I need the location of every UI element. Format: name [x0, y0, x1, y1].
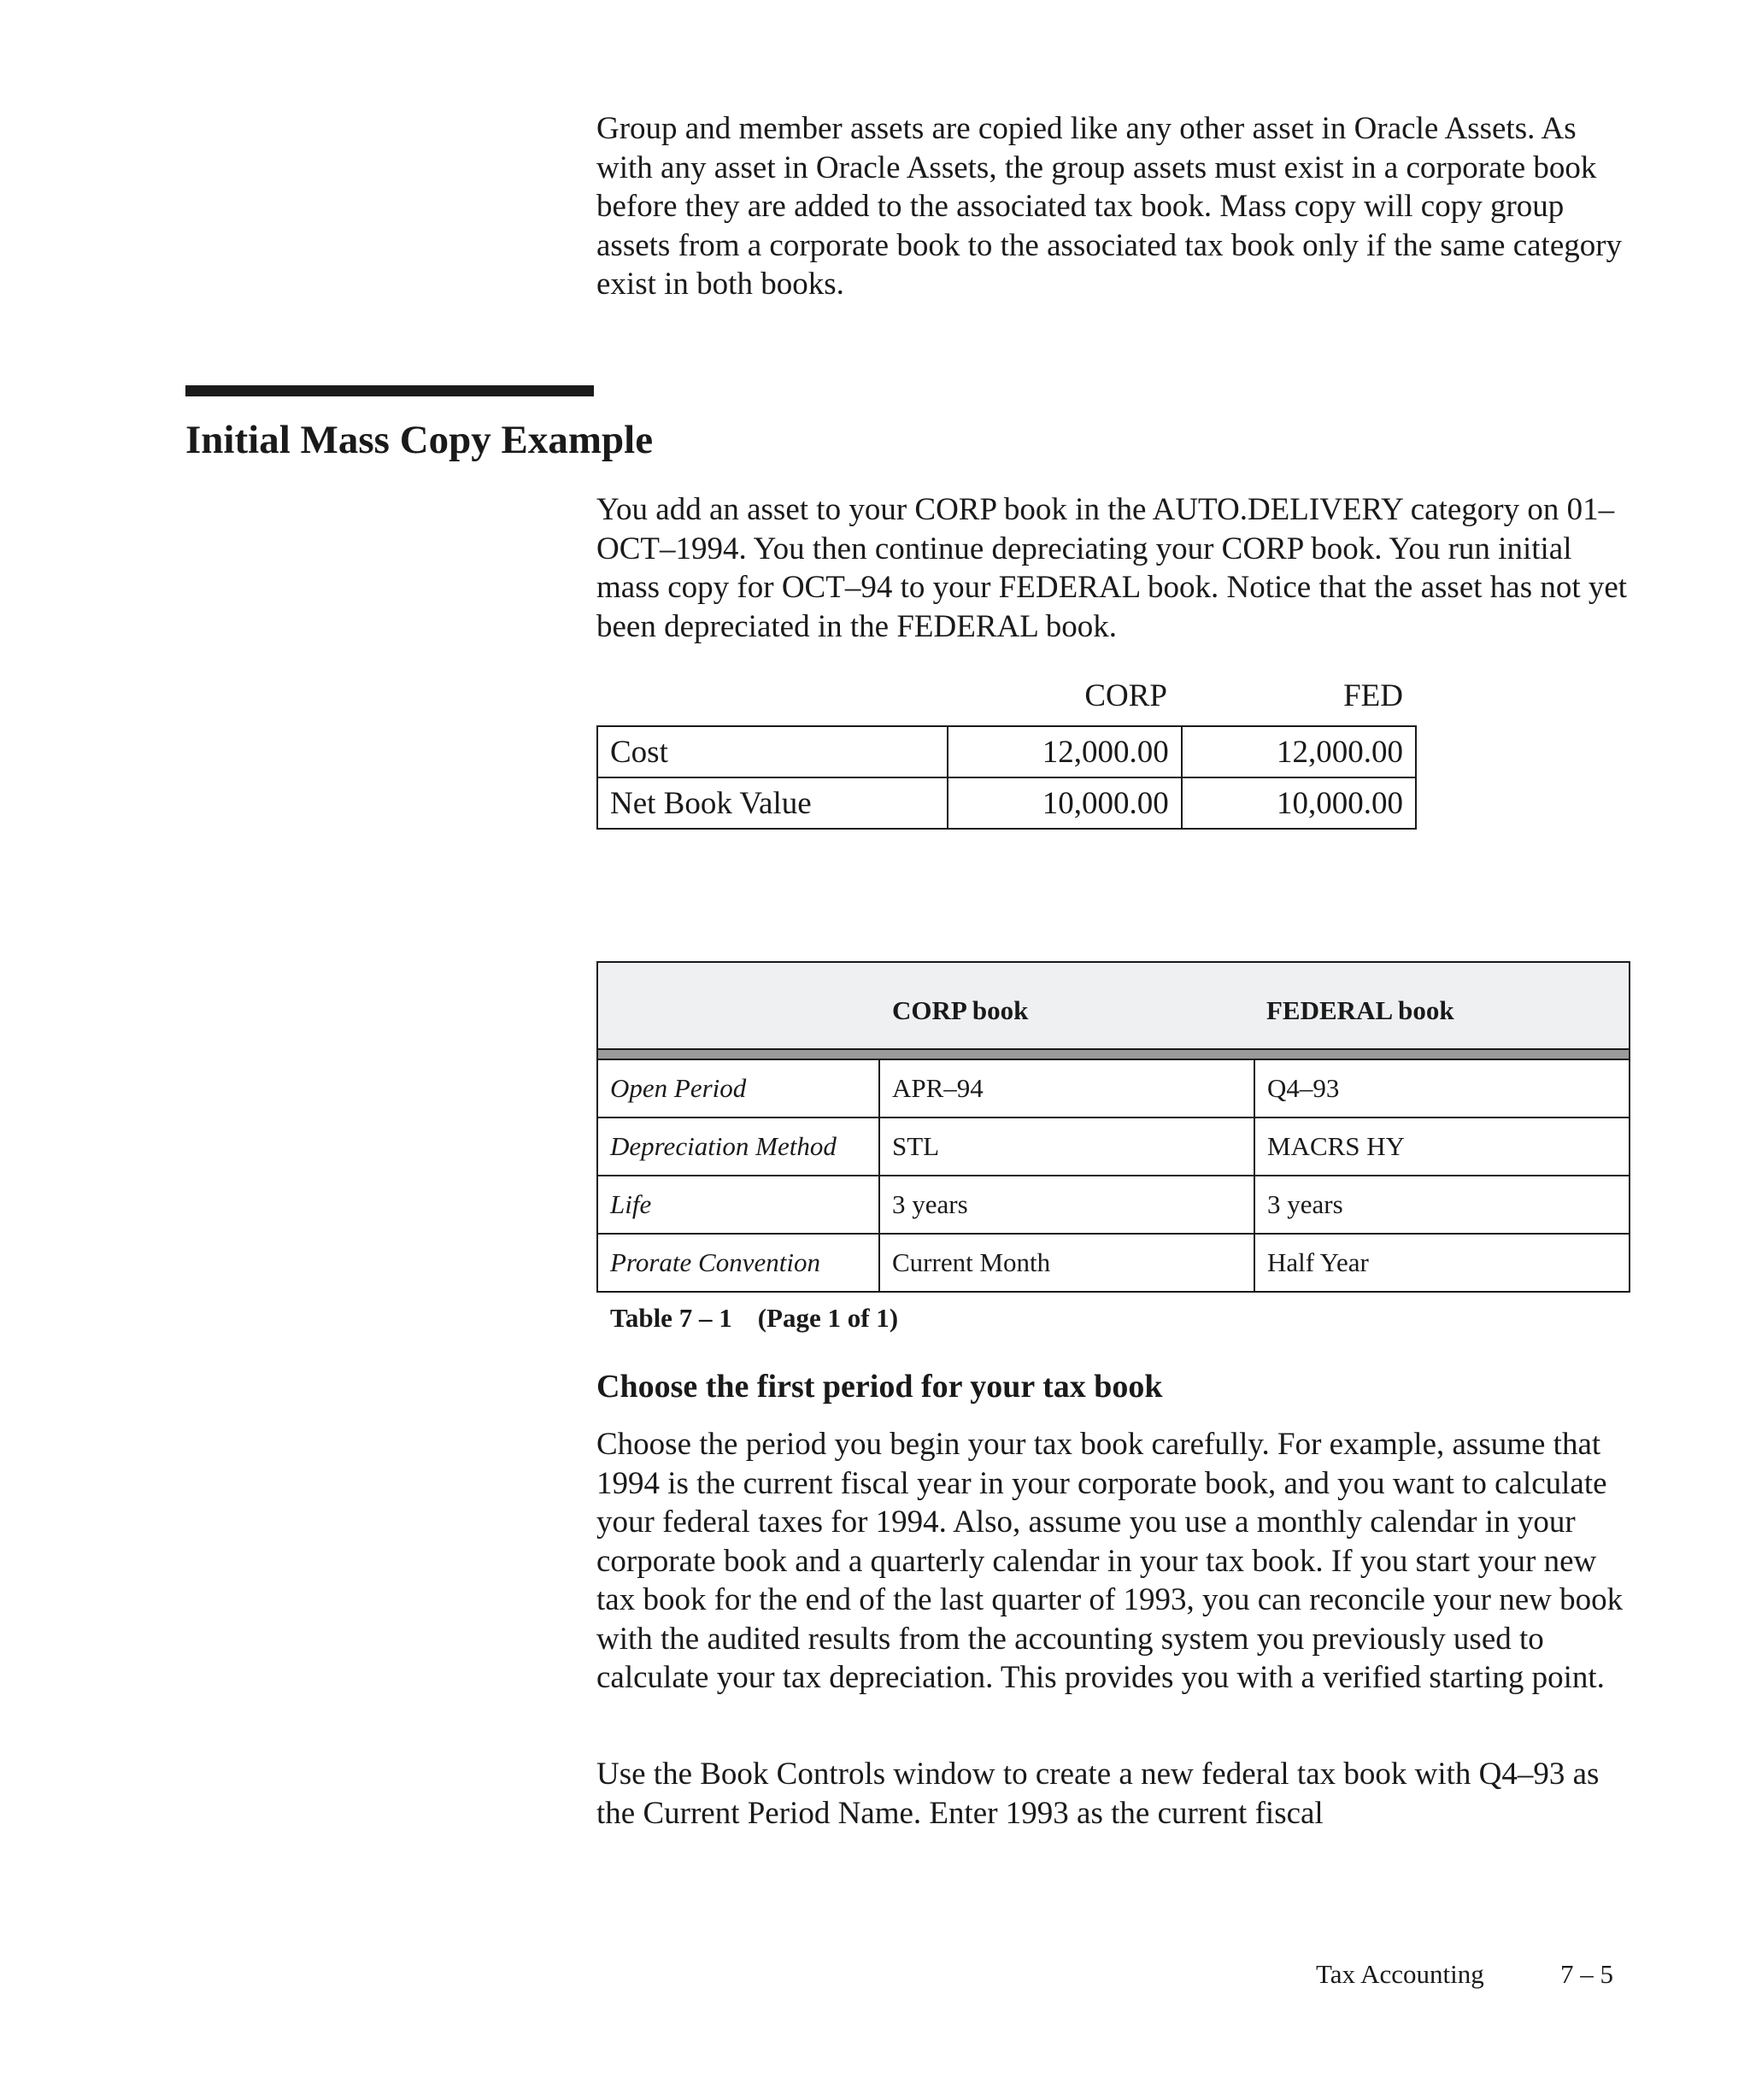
- table-page-indicator: (Page 1 of 1): [757, 1303, 899, 1333]
- book-table-header: [598, 963, 1629, 1050]
- table-row: [598, 1060, 1629, 1117]
- subsection-heading: Choose the first period for your tax book: [596, 1369, 1163, 1405]
- cost-table-header: [596, 671, 1417, 725]
- cost-comparison-table: [596, 671, 1417, 830]
- column-header-corp: CORP: [1084, 678, 1167, 713]
- table-row: [598, 1234, 1629, 1291]
- table-row: [597, 726, 1416, 777]
- federal-book-value: MACRS HY: [1254, 1117, 1629, 1176]
- corp-book-value: Current Month: [879, 1234, 1254, 1291]
- federal-book-value: Q4–93: [1254, 1060, 1629, 1117]
- row-label: Life: [598, 1176, 879, 1234]
- column-header-corp-book: CORP book: [892, 995, 1029, 1025]
- section-heading: Initial Mass Copy Example: [185, 418, 654, 462]
- corp-value: 10,000.00: [948, 777, 1182, 829]
- corp-book-value: STL: [879, 1117, 1254, 1176]
- corp-value: 12,000.00: [948, 726, 1182, 777]
- table-row: [598, 1176, 1629, 1234]
- fed-value: 10,000.00: [1182, 777, 1416, 829]
- column-header-fed: FED: [1343, 678, 1403, 713]
- column-header-federal-book: FEDERAL book: [1266, 995, 1454, 1025]
- fed-value: 12,000.00: [1182, 726, 1416, 777]
- header-separator: [598, 1050, 1629, 1060]
- table-caption: [610, 1303, 898, 1334]
- table-row: [597, 777, 1416, 829]
- footer-section-title: Tax Accounting: [1316, 1959, 1484, 1989]
- table-row: [598, 1117, 1629, 1176]
- row-label: Open Period: [598, 1060, 879, 1117]
- row-label: Cost: [597, 726, 948, 777]
- book-settings-table: [596, 961, 1630, 1293]
- table-number: Table 7 – 1: [610, 1303, 732, 1333]
- federal-book-value: Half Year: [1267, 1247, 1369, 1277]
- corp-book-value: APR–94: [879, 1060, 1254, 1117]
- example-paragraph: You add an asset to your CORP book in the AUTO.DELIVERY category on 01–OCT–1994. You then continue depreciating your CORP book. You run initial mass copy for OCT–94 to your FEDERAL book. Notice that the asset has not yet been depreciated in the FEDERAL book.: [596, 492, 1628, 644]
- intro-paragraph: Group and member assets are copied like any other asset in Oracle Assets. As with any asset in Oracle Assets, the group assets must exist in a corporate book before they are added to the associated tax book. Mass copy will copy group assets from a corporate book to the associated tax book only if the same category exist in both books.: [596, 111, 1623, 302]
- book-controls-paragraph: Use the Book Controls window to create a new federal tax book with Q4–93 as the Current Period Name. Enter 1993 as the current fiscal: [596, 1757, 1600, 1831]
- corp-book-value: 3 years: [879, 1176, 1254, 1234]
- federal-book-value: 3 years: [1254, 1176, 1629, 1234]
- row-label: Prorate Convention: [598, 1234, 879, 1291]
- row-label: Depreciation Method: [598, 1117, 879, 1176]
- section-rule: [185, 385, 594, 396]
- choose-period-paragraph: Choose the period you begin your tax book carefully. For example, assume that 1994 is the current fiscal year in your corporate book, and you want to calculate your federal taxes for 1994. Also, assume you use a monthly calendar in your corporate book and a quarterly calendar in your tax book. If you start your new tax book for the end of the last quarter of 1993, you can reconcile your new book with the audited results from the accounting system you previously used to calculate your tax depreciation. This provides you with a verified starting point.: [596, 1427, 1624, 1695]
- page-number: 7 – 5: [1560, 1959, 1613, 1989]
- row-label: Net Book Value: [597, 777, 948, 829]
